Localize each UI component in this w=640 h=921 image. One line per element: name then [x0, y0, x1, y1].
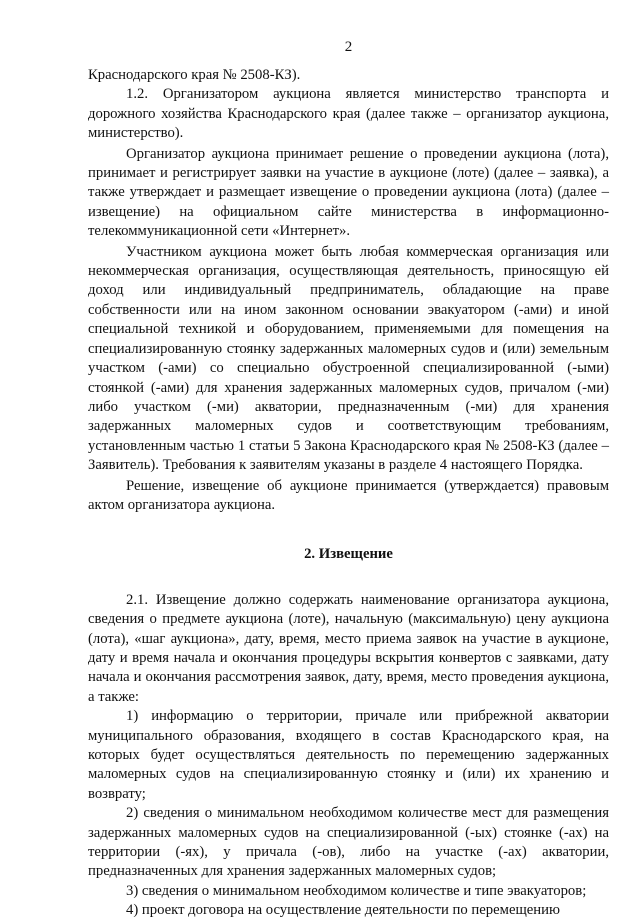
section-heading: 2. Извещение [304, 546, 393, 563]
paragraph-participants: Участником аукциона может быть любая коммерческая организация или некоммерческая организация, осуществляющая деятельность, приносящую ей доход или индивидуальный предприниматель, обладающие на праве собственности или на ином законном основании эвакуатором (-ами) и иной специальной техникой и оборудованием, применяемыми для помещения на специализированную стоянку задержанных маломерных судов и (или) земельным участком (-ами) со специально обустроенной специализированной (-ыми) стоянкой (-ами) для хранения задержанных маломерных судов, причалом (-ми) либо участком (-ми) акватории, предназначенным (-ми) для хранения задержанных маломерных судов и соответствующим требованиям, установленным частью 1 статьи 5 Закона Краснодарского края № 2508-КЗ (далее – Заявитель). Требования к заявителям указаны в разделе 4 настоящего Порядка. [88, 243, 609, 474]
document-body [88, 66, 609, 921]
paragraph-notice-contents: 2.1. Извещение должно содержать наименование организатора аукциона, сведения о предмете аукциона (лоте), начальную (максимальную) цену аукциона (лота), «шаг аукциона», дату, время, место приема заявок на участие в аукционе, дату и время начала и окончания процедуры вскрытия конвертов с заявками, дату начала и окончания рассмотрения заявок, дату, время, место проведения аукциона, а также: [88, 591, 609, 705]
list-item-contract-draft: 4) проект договора на осуществление деятельности по перемещению [126, 902, 560, 919]
paragraph-continuation: Краснодарского края № 2508-КЗ). [88, 67, 301, 83]
list-item-tow-trucks: 3) сведения о минимальном необходимом количестве и типе эвакуаторов; [126, 882, 587, 899]
paragraph-organizer-duties: Организатор аукциона принимает решение о проведении аукциона (лота), принимает и регистрирует заявки на участие в аукционе (лоте) (далее – заявка), а также утверждает и размещает извещение о проведении аукциона (лота) (далее – извещение) на официальном сайте министерства в информационно-телекоммуникационной сети «Интернет». [88, 145, 609, 240]
paragraph-decision: Решение, извещение об аукционе принимается (утверждается) правовым актом организатора аукциона. [88, 477, 609, 513]
list-item-places: 2) сведения о минимальном необходимом количестве мест для размещения задержанных маломерных судов на специализированной (-ых) стоянке (-ах) на территории (-ях), у причала (-ов), либо на участке (-ах) акватории, предназначенных для хранения задержанных маломерных судов; [88, 805, 609, 880]
paragraph-organizer: 1.2. Организатором аукциона является министерство транспорта и дорожного хозяйства Краснодарского края (далее также – организатор аукциона, министерство). [88, 86, 609, 142]
page-number: 2 [344, 39, 353, 55]
list-item-territory: 1) информацию о территории, причале или прибрежной акватории муниципального образования, входящего в состав Краснодарского края, на которых будет осуществляться деятельность по перемещению задержанных маломерных судов на специализированную стоянку и (или) их хранению и возврату; [88, 708, 609, 802]
